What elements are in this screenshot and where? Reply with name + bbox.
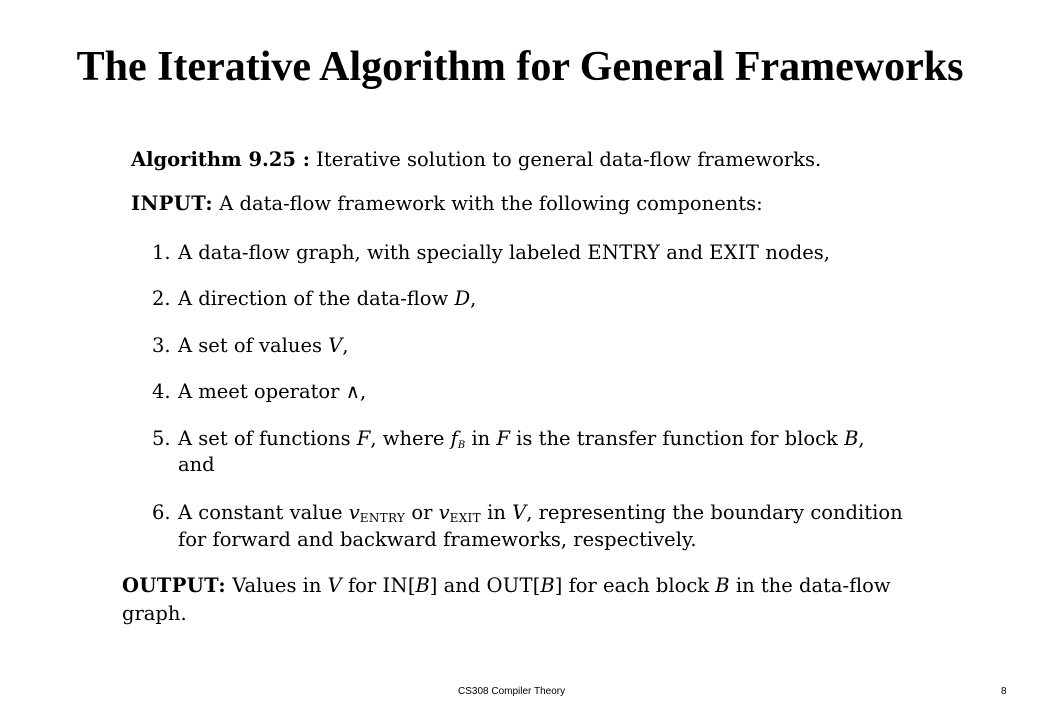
math-var: B: [540, 574, 555, 597]
bracket: [: [407, 574, 416, 597]
item-text: for forward and backward frameworks, respectively.: [178, 528, 697, 551]
item-number: 3.: [152, 334, 171, 357]
math-subscript: ENTRY: [359, 511, 406, 525]
item-number: 1.: [152, 241, 171, 264]
item-text: and: [178, 453, 215, 476]
footer-course: CS308 Compiler Theory: [458, 686, 566, 697]
math-var: f: [450, 427, 458, 450]
item-text: in: [471, 427, 491, 450]
input-line: [131, 192, 763, 216]
output-text: in the data-flow: [735, 574, 891, 597]
math-var: V: [327, 574, 342, 597]
item-text: ,: [858, 427, 865, 450]
output-text: for each block: [568, 574, 710, 597]
list-item: [152, 334, 349, 358]
item-text: and: [666, 241, 703, 264]
list-item: [152, 427, 865, 451]
output-text: graph.: [122, 602, 187, 625]
math-subscript: EXIT: [449, 511, 481, 525]
list-item-continuation: [178, 453, 215, 477]
output-text: for: [347, 574, 377, 597]
math-var: V: [512, 501, 527, 524]
input-text: A data-flow framework with the following components:: [219, 192, 763, 215]
output-label: OUTPUT:: [122, 574, 226, 597]
item-number: 4.: [152, 380, 171, 403]
item-text: nodes,: [765, 241, 830, 264]
algorithm-label: Algorithm 9.25 :: [131, 148, 310, 171]
math-var: F: [356, 427, 371, 450]
math-var: v: [348, 501, 360, 524]
bracket: ]: [554, 574, 563, 597]
bracket: ]: [429, 574, 438, 597]
item-text: in: [487, 501, 506, 524]
output-continuation: [122, 602, 187, 626]
bracket: [: [532, 574, 541, 597]
list-item: [152, 501, 903, 525]
meet-symbol: ∧: [345, 380, 360, 403]
list-item: [152, 287, 476, 311]
item-text: A meet operator: [178, 380, 340, 403]
input-label: INPUT:: [131, 192, 214, 215]
output-text: Values in: [232, 574, 322, 597]
item-text: A data-flow graph, with specially labeled: [178, 241, 582, 264]
page-number: 8: [1001, 686, 1007, 697]
item-text: , representing the boundary condition: [526, 501, 903, 524]
item-text: , where: [370, 427, 445, 450]
list-item: [152, 380, 366, 404]
item-text: ,: [342, 334, 349, 357]
list-item: [152, 241, 830, 265]
math-var: V: [328, 334, 343, 357]
math-var: B: [715, 574, 730, 597]
item-text: or: [411, 501, 433, 524]
math-var: v: [438, 501, 450, 524]
item-text: A direction of the data-flow: [178, 287, 449, 310]
in-function: IN: [382, 574, 408, 597]
item-text: ,: [359, 380, 367, 403]
math-var: B: [415, 574, 430, 597]
output-line: [122, 574, 891, 598]
math-subscript: B: [457, 440, 466, 451]
item-number: 2.: [152, 287, 171, 310]
algorithm-description: Iterative solution to general data-flow frameworks.: [316, 148, 822, 171]
item-text: ,: [470, 287, 477, 310]
math-var: F: [496, 427, 510, 450]
item-text: A set of functions: [178, 427, 351, 450]
output-text: and: [443, 574, 481, 597]
out-function: OUT: [486, 574, 533, 597]
item-number: 6.: [152, 501, 171, 524]
exit-keyword: EXIT: [709, 241, 760, 264]
entry-keyword: ENTRY: [587, 241, 661, 264]
slide-title: The Iterative Algorithm for General Frameworks: [76, 44, 964, 90]
math-var: B: [844, 427, 859, 450]
algorithm-heading: [131, 148, 821, 172]
item-text: is the transfer function for block: [516, 427, 838, 450]
item-text: A set of values: [178, 334, 323, 357]
list-item-continuation: [178, 528, 697, 552]
item-text: A constant value: [178, 501, 343, 524]
item-number: 5.: [152, 427, 171, 450]
math-var: D: [454, 287, 471, 310]
